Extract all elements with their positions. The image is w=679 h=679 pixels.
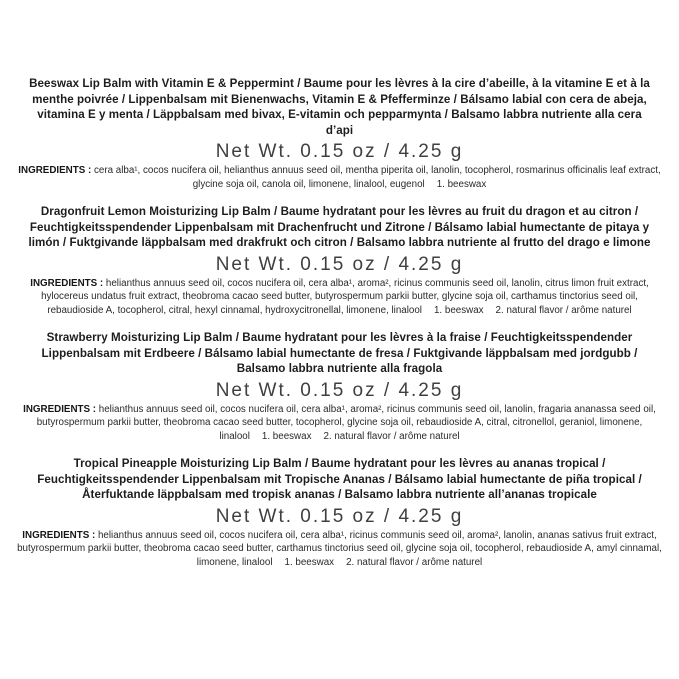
footnote-2: 2. natural flavor / arôme naturel [323,430,460,442]
ingredients-text: helianthus annuus seed oil, cocos nucifera oil, cera alba¹, ricinus communis seed oil, aroma², lanolin, ananas sativus fruit extract, butyrospermum parkii butter, theobroma cacao seed butter, carthamus tinctorius seed oil, glycine soja oil, tocopherol, rebaudioside A, amyl cinnamal, limonene, linalool [17,529,662,568]
product-heading: Tropical Pineapple Moisturizing Lip Balm / Baume hydratant pour les lèvres au ananas tropical / Feuchtigkeitsspendender Lippenbalsam mit Tropische Ananas / Bálsamo labial humectante de piña tropical / Återfuktande läppbalsam med tropisk ananas / Balsamo labbra nutriente all’ananas tropicale [37,457,642,501]
product-section-dragonfruit-lemon [14,204,665,317]
product-heading: Strawberry Moisturizing Lip Balm / Baume hydratant pour les lèvres à la fraise / Feuchtigkeitsspendender Lippenbalsam mit Erdbeere / Bálsamo labial humectante de fresa / Fuktgivande läppbalsam med jordgubb / Balsamo labbra nutriente alla fragola [41,331,638,375]
product-section-strawberry [14,330,665,443]
ingredients-label: INGREDIENTS : [23,403,97,415]
footnote-1: 1. beeswax [436,178,487,190]
footnote-2: 2. natural flavor / arôme naturel [495,304,632,316]
net-weight: Net Wt. 0.15 oz / 4.25 g [215,253,464,275]
footnote-1: 1. beeswax [433,304,484,316]
ingredients-text: helianthus annuus seed oil, cocos nucifera oil, cera alba¹, aroma², ricinus communis seed oil, lanolin, citrus limon fruit extract, hylocereus undatus fruit extract, theobroma cacao seed butter, butyrospermum parkii butter, glycine soja oil, carthamus tinctorius seed oil, rebaudioside A, tocopherol, citral, hexyl cinnamal, hydroxycitronellal, limonene, linalool [41,277,649,316]
ingredients-text: helianthus annuus seed oil, cocos nucifera oil, cera alba¹, aroma², ricinus communis seed oil, lanolin, fragaria ananassa seed oil, butyrospermum parkii butter, theobroma cacao seed butter, tocopherol, glycine soja oil, rebaudioside A, citral, citronellol, geraniol, limonene, linalool [36,403,656,442]
ingredients-paragraph [14,403,665,444]
product-section-tropical-pineapple [14,456,665,569]
ingredients-label: INGREDIENTS : [30,277,104,289]
footnote-2: 2. natural flavor / arôme naturel [346,556,483,568]
footnote-1: 1. beeswax [284,556,335,568]
ingredients-paragraph [14,277,665,318]
ingredients-text: cera alba¹, cocos nucifera oil, helianthus annuus seed oil, mentha piperita oil, lanolin, tocopherol, rosmarinus officinalis leaf extract, glycine soja oil, canola oil, limonene, linalool, eugenol [93,165,661,190]
net-weight: Net Wt. 0.15 oz / 4.25 g [215,141,464,162]
product-heading: Dragonfruit Lemon Moisturizing Lip Balm / Baume hydratant pour les lèvres au fruit du dragon et au citron / Feuchtigkeitsspendender Lippenbalsam mit Drachenfrucht und Zitrone / Bálsamo labial humectante de pitaya y limón / Fuktgivande läppbalsam med drakfrukt och citron / Balsamo labbra nutriente al frutto del drago e limone [28,205,651,249]
ingredients-label: INGREDIENTS : [18,165,92,176]
net-weight: Net Wt. 0.15 oz / 4.25 g [215,505,464,527]
ingredients-paragraph [14,529,665,570]
ingredients-paragraph [14,164,665,191]
product-section-beeswax-peppermint [14,76,665,191]
ingredients-label: INGREDIENTS : [22,529,96,541]
net-weight: Net Wt. 0.15 oz / 4.25 g [215,379,464,401]
product-heading: Beeswax Lip Balm with Vitamin E & Peppermint / Baume pour les lèvres à la cire d’abeille, à la vitamine E et à la menthe poivrée / Lippenbalsam mit Bienenwachs, Vitamin E & Pfefferminze / Bálsamo labial con cera de abeja, vitamina E y menta / Läppbalsam med bivax, E-vitamin och pepparmynta / Balsamo labbra nutriente alla cera d’api [29,77,650,137]
footnote-1: 1. beeswax [261,430,312,442]
